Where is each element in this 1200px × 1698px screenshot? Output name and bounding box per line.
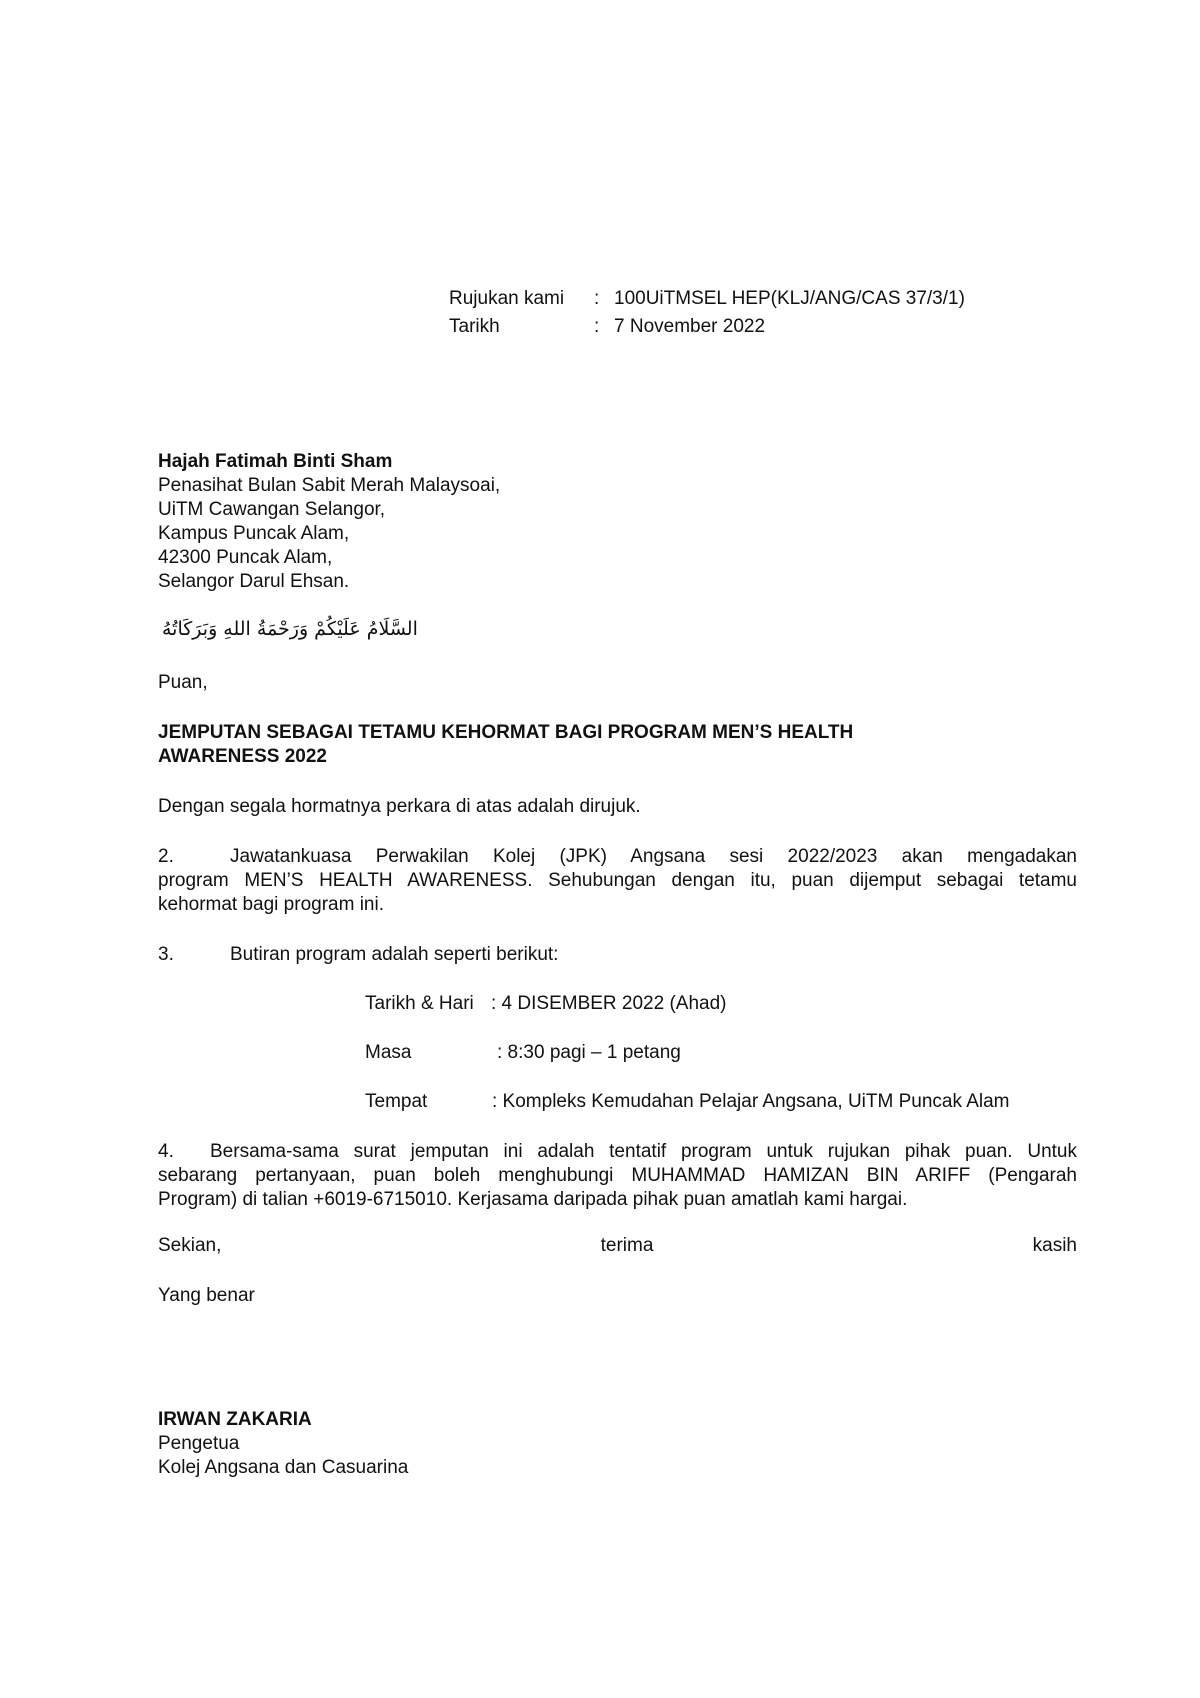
- paragraph-2-line3: kehormat bagi program ini.: [158, 894, 384, 915]
- paragraph-text: Bersama-sama surat jemputan ini adalah tentatif program untuk rujukan pihak puan. Untuk: [210, 1141, 1077, 1162]
- closing-word: terima: [600, 1235, 654, 1256]
- recipient-address-line: 42300 Puncak Alam,: [158, 547, 333, 568]
- arabic-greeting: السَّلَامُ عَلَيْكُمْ وَرَحْمَةُ اللهِ وَبَرَكَاتُهُ: [162, 618, 418, 640]
- recipient-name: Hajah Fatimah Binti Sham: [158, 451, 393, 472]
- detail-place-value: : Kompleks Kemudahan Pelajar Angsana, UiTM Puncak Alam: [492, 1091, 1010, 1112]
- detail-time-value: : 8:30 pagi – 1 petang: [497, 1042, 681, 1063]
- letter-date: 7 November 2022: [614, 316, 766, 337]
- closing-word: Sekian,: [158, 1235, 222, 1256]
- paragraph-4: [158, 1140, 1077, 1212]
- date-label: Tarikh: [449, 316, 500, 337]
- recipient-address-line: Kampus Puncak Alam,: [158, 523, 350, 544]
- closing-word: kasih: [1032, 1235, 1077, 1256]
- reference-number: 100UiTMSEL HEP(KLJ/ANG/CAS 37/3/1): [614, 288, 965, 309]
- paragraph-4-line1: [158, 1140, 1077, 1164]
- detail-time-label: Masa: [365, 1042, 412, 1063]
- paragraph-3-text: Butiran program adalah seperti berikut:: [230, 944, 559, 965]
- paragraph-number: 4.: [158, 1141, 174, 1162]
- signatory-organization: Kolej Angsana dan Casuarina: [158, 1457, 409, 1478]
- signatory-name: IRWAN ZAKARIA: [158, 1409, 312, 1430]
- detail-place-label: Tempat: [365, 1091, 428, 1112]
- subject-line: JEMPUTAN SEBAGAI TETAMU KEHORMAT BAGI PROGRAM MEN’S HEALTH: [158, 722, 854, 743]
- paragraph-2: [158, 845, 1077, 917]
- date-colon: :: [594, 316, 600, 337]
- recipient-address-line: Selangor Darul Ehsan.: [158, 571, 350, 592]
- recipient-address-line: UiTM Cawangan Selangor,: [158, 499, 386, 520]
- paragraph-4-line3: Program) di talian +6019-6715010. Kerjasama daripada pihak puan amatlah kami hargai.: [158, 1189, 908, 1210]
- yours-truly: Yang benar: [158, 1285, 255, 1306]
- paragraph-text: Jawatankuasa Perwakilan Kolej (JPK) Angsana sesi 2022/2023 akan mengadakan: [230, 846, 1077, 867]
- paragraph-number: 2.: [158, 846, 174, 867]
- paragraph-2-line1: [158, 845, 1077, 869]
- salutation: Puan,: [158, 672, 208, 693]
- detail-date-value: : 4 DISEMBER 2022 (Ahad): [491, 993, 727, 1014]
- reference-colon: :: [594, 288, 600, 309]
- detail-date-label: Tarikh & Hari: [365, 993, 474, 1014]
- recipient-address-line: Penasihat Bulan Sabit Merah Malaysoai,: [158, 475, 501, 496]
- paragraph-2-line2: program MEN’S HEALTH AWARENESS. Sehubungan dengan itu, puan dijemput sebagai tetamu: [158, 870, 1077, 891]
- subject-line: AWARENESS 2022: [158, 746, 327, 767]
- opening-paragraph: Dengan segala hormatnya perkara di atas adalah dirujuk.: [158, 796, 641, 817]
- closing-line: [158, 1234, 1077, 1258]
- reference-label: Rujukan kami: [449, 288, 565, 309]
- paragraph-4-line2: sebarang pertanyaan, puan boleh menghubungi MUHAMMAD HAMIZAN BIN ARIFF (Pengarah: [158, 1165, 1077, 1186]
- paragraph-number: 3.: [158, 944, 174, 965]
- signatory-title: Pengetua: [158, 1433, 240, 1454]
